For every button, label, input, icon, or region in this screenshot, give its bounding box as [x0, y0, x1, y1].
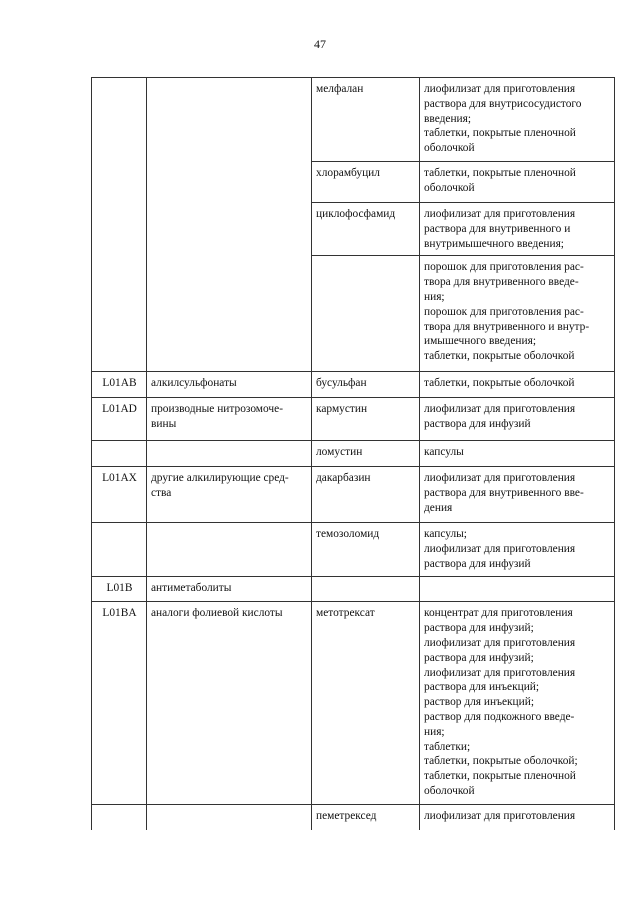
atc-code-cell [92, 441, 147, 467]
dosage-forms-cell: лиофилизат для приготовления раствора для внутривенного и внутримышечного введения; [420, 203, 615, 256]
drug-name-cell [312, 577, 420, 602]
group-name-cell: алкилсульфонаты [147, 372, 312, 398]
table-row [92, 805, 615, 830]
dosage-forms-cell: лиофилизат для приготовления раствора для инфузий [420, 398, 615, 441]
table-row [92, 467, 615, 523]
atc-code-cell [92, 523, 147, 577]
atc-code-cell: L01AB [92, 372, 147, 398]
group-name-cell: другие алкилирующие сред- ства [147, 467, 312, 523]
atc-code-cell: L01AD [92, 398, 147, 441]
table-row [92, 602, 615, 805]
group-name-cell: производные нитрозомоче- вины [147, 398, 312, 441]
group-name-cell [147, 805, 312, 830]
table-row [92, 577, 615, 602]
drug-name-cell: метотрексат [312, 602, 420, 805]
atc-code-cell: L01BA [92, 602, 147, 805]
table-row [92, 441, 615, 467]
table-row [92, 523, 615, 577]
dosage-forms-cell: лиофилизат для приготовления раствора для внутривенного вве- дения [420, 467, 615, 523]
atc-code-cell [92, 78, 147, 372]
group-name-cell: аналоги фолиевой кислоты [147, 602, 312, 805]
drug-name-cell: циклофосфамид [312, 203, 420, 256]
page-number: 47 [314, 37, 326, 51]
drug-name-cell: бусульфан [312, 372, 420, 398]
drug-name-cell: хлорамбуцил [312, 162, 420, 203]
dosage-forms-cell: капсулы; лиофилизат для приготовления раствора для инфузий [420, 523, 615, 577]
drug-classification-table [91, 77, 615, 830]
group-name-cell: антиметаболиты [147, 577, 312, 602]
dosage-forms-cell: концентрат для приготовления раствора для инфузий; лиофилизат для приготовления раствора для инфузий; лиофилизат для приготовления раствора для инъекций; раствор для инъекций; раствор для подкожного введе- ния; таблетки; таблетки, покрытые оболочкой; таблетки, покрытые пленочной оболочкой [420, 602, 615, 805]
dosage-forms-cell: капсулы [420, 441, 615, 467]
dosage-forms-cell: лиофилизат для приготовления раствора для внутрисосудистого введения; таблетки, покрытые пленочной оболочкой [420, 78, 615, 162]
table-row [92, 398, 615, 441]
drug-name-cell: пеметрексед [312, 805, 420, 830]
atc-code-cell: L01AX [92, 467, 147, 523]
dosage-forms-cell [420, 577, 615, 602]
dosage-forms-cell: лиофилизат для приготовления [420, 805, 615, 830]
drug-name-cell: мелфалан [312, 78, 420, 162]
dosage-forms-cell: таблетки, покрытые оболочкой [420, 372, 615, 398]
drug-name-cell: ломустин [312, 441, 420, 467]
group-name-cell [147, 78, 312, 372]
drug-name-cell: кармустин [312, 398, 420, 441]
dosage-forms-cell: порошок для приготовления рас- твора для внутривенного введе- ния; порошок для приготовления рас- твора для внутривенного и внутр- имышечного введения; таблетки, покрытые оболочкой [420, 256, 615, 372]
group-name-cell [147, 441, 312, 467]
drug-name-cell: темозоломид [312, 523, 420, 577]
atc-code-cell: L01B [92, 577, 147, 602]
table-row [92, 372, 615, 398]
dosage-forms-cell: таблетки, покрытые пленочной оболочкой [420, 162, 615, 203]
table-row [92, 78, 615, 162]
drug-name-cell [312, 256, 420, 372]
drug-name-cell: дакарбазин [312, 467, 420, 523]
group-name-cell [147, 523, 312, 577]
atc-code-cell [92, 805, 147, 830]
